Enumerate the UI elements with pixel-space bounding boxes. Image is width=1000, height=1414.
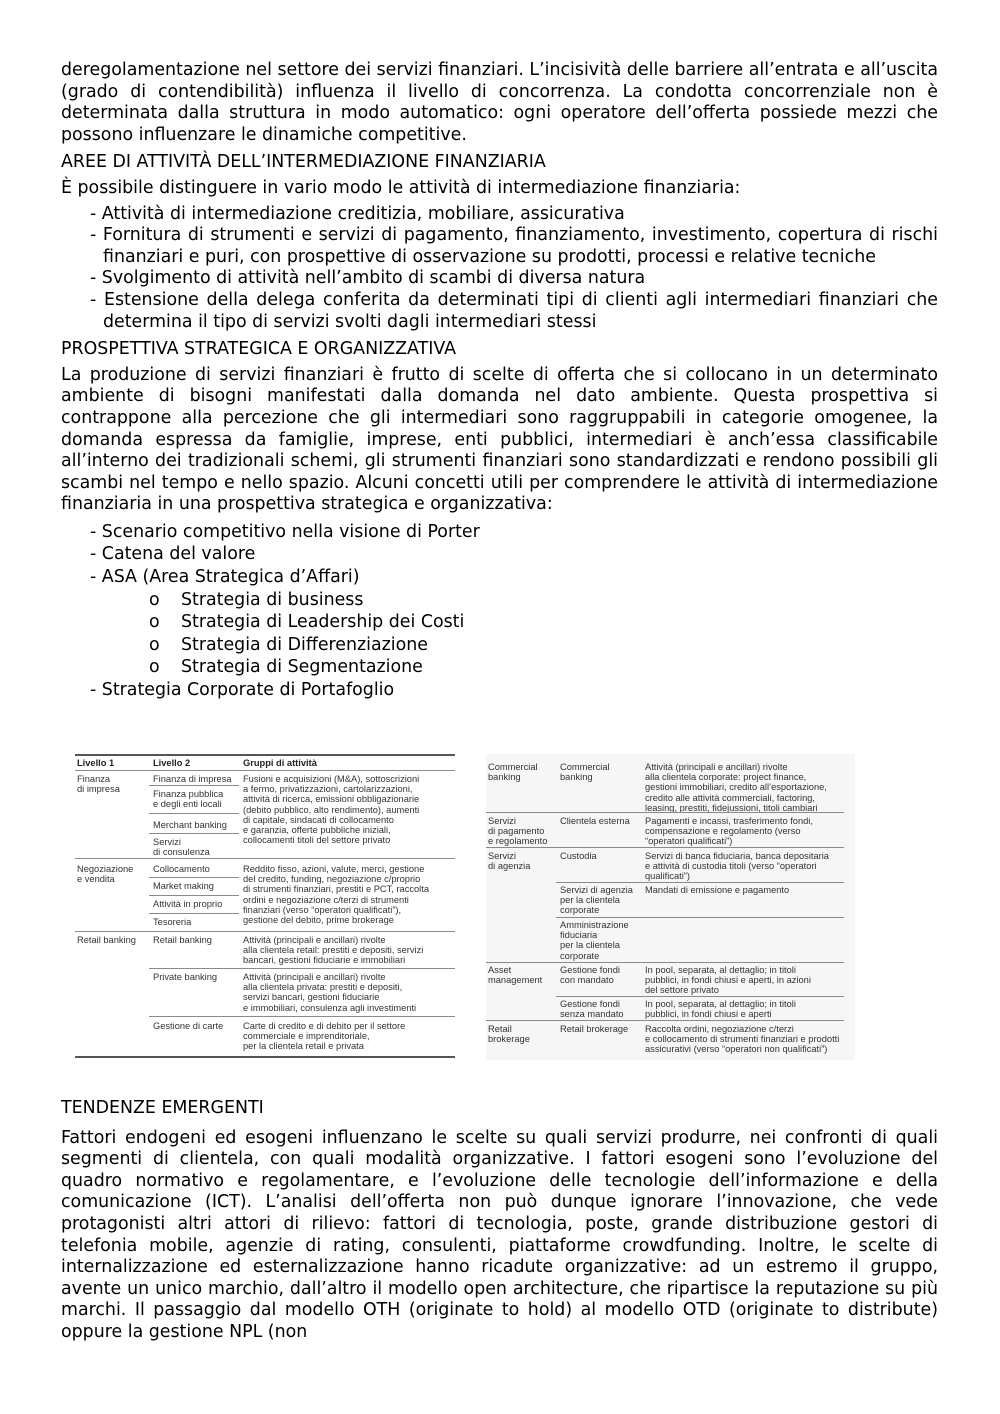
section-heading-tendenze: TENDENZE EMERGENTI bbox=[61, 1098, 264, 1118]
document-page-bottom bbox=[61, 1098, 938, 1344]
table-cell: Servizi di agenzia per la clientela corporate bbox=[560, 885, 633, 916]
table-cell: Servizi di consulenza bbox=[153, 837, 210, 858]
table-cell: Amministrazione fiduciaria per la clientela corporate bbox=[560, 920, 629, 961]
table-cell: Clientela esterna bbox=[560, 816, 630, 826]
activities-tables bbox=[75, 754, 855, 1060]
aree-list bbox=[61, 204, 938, 334]
table-cell: Attività (principali e ancillari) rivolte alla clientela corporate: project finance, gestioni immobiliari, credito all’esportazione, credito alle attività commerciali, factoring, leasing, prestiti, fidejussioni, titoli cambiari bbox=[645, 762, 827, 813]
table-header-livello2: Livello 2 bbox=[153, 758, 191, 768]
bullet-marker: o bbox=[149, 612, 160, 633]
sub-list-item: o Strategia di business bbox=[149, 589, 364, 610]
prospettiva-paragraph: La produzione di servizi finanziari è frutto di scelte di offerta che si collocano in un determinato ambiente di bisogni manifestati dalla domanda nel dato ambiente. Questa prospettiva si contrappone alla percezione che gli intermediari sono raggruppabili in categorie omogenee, la domanda espressa da famiglie, imprese, enti pubblici, intermediari è anch’essa classificabile all’interno dei tradizionali schemi, gli strumenti finanziari sono standardizzati e rendono possibili gli scambi nel tempo e nello spazio. Alcuni concetti utili per comprendere le attività di intermediazione finanziaria in una prospettiva strategica e organizzativa: bbox=[61, 364, 938, 515]
bullet-marker: o bbox=[149, 634, 160, 655]
table-cell: Finanza di impresa bbox=[77, 774, 120, 795]
table-cell: Market making bbox=[153, 881, 214, 891]
table-cell: Retail banking bbox=[77, 935, 136, 945]
table-header-gruppi: Gruppi di attività bbox=[243, 758, 317, 768]
table-cell: Commercial banking bbox=[488, 762, 538, 783]
bullet-marker: o bbox=[149, 657, 160, 678]
table-cell: Raccolta ordini, negoziazione c/terzi e collocamento di strumenti finanziari e prodotti assicurativi (verso “operatori non qualificati”) bbox=[645, 1024, 840, 1055]
prospettiva-list-end bbox=[61, 679, 938, 702]
table-cell: Retail brokerage bbox=[560, 1024, 629, 1034]
table-cell: Commercial banking bbox=[560, 762, 610, 783]
asa-sublist bbox=[61, 589, 938, 679]
table-cell: Attività (principali e ancillari) rivolte alla clientela privata: prestiti e depositi, servizi bancari, gestioni fiduciarie e immobiliari, consulenza agli investimenti bbox=[243, 972, 417, 1013]
table-cell: In pool, separata, al dettaglio; in titoli pubblici, in fondi chiusi e aperti bbox=[645, 999, 796, 1020]
table-right bbox=[486, 754, 855, 1060]
table-cell: Retail banking bbox=[153, 935, 212, 945]
table-cell: Asset management bbox=[488, 965, 543, 986]
list-item: - Fornitura di strumenti e servizi di pagamento, finanziamento, investimento, copertura di rischi finanziari e puri, con prospettive di osservazione su prodotti, processi e relative tecniche bbox=[90, 225, 938, 267]
table-cell: Carte di credito e di debito per il settore commerciale e imprenditoriale, per la clientela retail e privata bbox=[243, 1021, 406, 1052]
intro-paragraph: deregolamentazione nel settore dei servizi finanziari. L’incisività delle barriere all’entrata e all’uscita (grado di contendibilità) influenza il livello di concorrenza. La condotta concorrenziale non è determinata dalla struttura in modo automatico: ogni operatore dell’offerta possiede mezzi che possono influenzare le dinamiche competitive. bbox=[61, 60, 938, 145]
document-page bbox=[61, 60, 938, 702]
table-cell: Negoziazione e vendita bbox=[77, 864, 134, 885]
bullet-marker: o bbox=[149, 589, 160, 610]
table-header-livello1: Livello 1 bbox=[77, 758, 115, 768]
table-cell: Mandati di emissione e pagamento bbox=[645, 885, 790, 895]
prospettiva-list bbox=[61, 521, 938, 589]
tendenze-paragraph: Fattori endogeni ed esogeni influenzano le scelte su quali servizi produrre, nei confronti di quali segmenti di clientela, con quali modalità organizzative. I fattori esogeni sono l’evoluzione del quadro normativo e regolamentare, e l’evoluzione delle tecnologie dell’informazione e della comunicazione (ICT). L’analisi dell’offerta non può dunque ignorare l’innovazione, che vede protagonisti altri attori di rilievo: fattori di tecnologia, poste, grande distribuzione gestori di telefonia mobile, agenzie di rating, consulenti, piattaforme crowdfunding. Inoltre, le scelte di internalizzazione ed esternalizzazione hanno ricadute organizzative: ad un estremo il gruppo, avente un unico marchio, dall’altro il modello open architecture, che ripartisce la reputazione su più marchi. Il passaggio dal modello OTH (originate to hold) al modello OTD (originate to distribute) oppure la gestione NPL (non bbox=[61, 1127, 938, 1342]
table-cell: Finanza di impresa bbox=[153, 774, 232, 784]
list-item: - Scenario competitivo nella visione di Porter bbox=[90, 521, 480, 542]
sub-list-item: o Strategia di Differenziazione bbox=[149, 634, 428, 655]
table-cell: Finanza pubblica e degli enti locali bbox=[153, 789, 224, 810]
list-item: - Svolgimento di attività nell’ambito di scambi di diversa natura bbox=[90, 268, 646, 289]
table-cell: Pagamenti e incassi, trasferimento fondi, compensazione e regolamento (verso “operatori qualificati”) bbox=[645, 816, 813, 847]
table-cell: Private banking bbox=[153, 972, 218, 982]
table-cell: Retail brokerage bbox=[488, 1024, 530, 1045]
table-cell: Servizi di agenzia bbox=[488, 851, 531, 872]
table-cell: Custodia bbox=[560, 851, 597, 861]
section-heading-aree: AREE DI ATTIVITÀ DELL’INTERMEDIAZIONE FINANZIARIA bbox=[61, 152, 546, 173]
list-item: - Catena del valore bbox=[90, 544, 256, 565]
table-cell: Gestione fondi senza mandato bbox=[560, 999, 624, 1020]
section-heading-prospettiva: PROSPETTIVA STRATEGICA E ORGANIZZATIVA bbox=[61, 339, 457, 360]
sub-list-item: o Strategia di Segmentazione bbox=[149, 657, 423, 678]
table-cell: Merchant banking bbox=[153, 820, 227, 830]
list-item: - ASA (Area Strategica d’Affari) bbox=[90, 567, 360, 588]
table-cell: Gestione fondi con mandato bbox=[560, 965, 620, 986]
section-lead-aree: È possibile distinguere in vario modo le attività di intermediazione finanziaria: bbox=[61, 177, 741, 198]
table-cell: Reddito fisso, azioni, valute, merci, gestione del credito, funding, negoziazione c/proprio di strumenti finanziari, prestiti e PCT, raccolta ordini e negoziazione c/terzi di strumenti finanziari (verso “operatori qualificati”), gestione del debito, prime brokerage bbox=[243, 864, 430, 926]
table-cell: Servizi di banca fiduciaria, banca depositaria e attività di custodia titoli (verso “operatori qualificati”) bbox=[645, 851, 829, 882]
table-cell: Collocamento bbox=[153, 864, 210, 874]
table-cell: Attività in proprio bbox=[153, 899, 223, 909]
list-item: - Attività di intermediazione creditizia, mobiliare, assicurativa bbox=[90, 203, 625, 224]
table-left bbox=[75, 754, 455, 1060]
table-cell: Fusioni e acquisizioni (M&A), sottoscrizioni a fermo, privatizzazioni, cartolarizzazioni, attività di ricerca, emissioni obbligazionarie (debito pubblico, alto rendimento), aumenti di capitale, sindacati di collocamento e garanzia, offerte pubbliche iniziali, collocamenti titoli del settore privato bbox=[243, 774, 420, 846]
table-cell: Attività (principali e ancillari) rivolte alla clientela retail: prestiti e depositi, servizi bancari, gestioni fiduciarie e immobiliari bbox=[243, 935, 424, 966]
table-cell: Tesoreria bbox=[153, 917, 192, 927]
list-item: - Estensione della delega conferita da determinati tipi di clienti agli intermediari finanziari che determina il tipo di servizi svolti dagli intermediari stessi bbox=[90, 289, 938, 332]
list-item: - Strategia Corporate di Portafoglio bbox=[90, 680, 395, 701]
sub-list-item: o Strategia di Leadership dei Costi bbox=[149, 612, 465, 633]
table-cell: Gestione di carte bbox=[153, 1021, 224, 1031]
table-cell: In pool, separata, al dettaglio; in titoli pubblici, in fondi chiusi e aperti, in azioni del settore privato bbox=[645, 965, 811, 996]
table-cell: Servizi di pagamento e regolamento bbox=[488, 816, 548, 847]
